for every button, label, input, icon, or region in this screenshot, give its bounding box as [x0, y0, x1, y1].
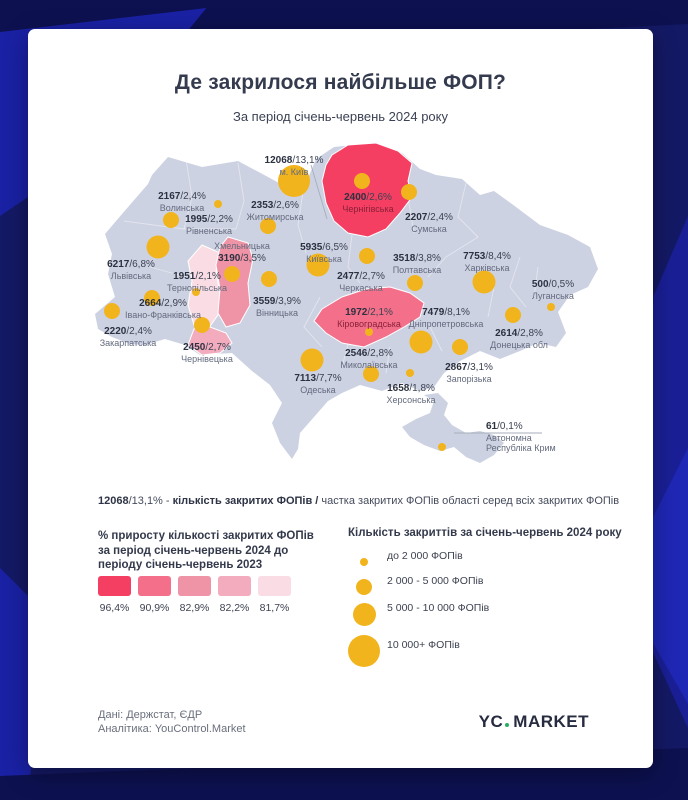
region-bubble-odeska	[301, 349, 324, 372]
region-label-ternopilska: 1951/2,1% Тернопільська	[166, 271, 228, 293]
region-bubble-cherkaska	[359, 248, 375, 264]
growth-swatch-1	[138, 576, 171, 614]
page-subtitle: За період січень-червень 2024 року	[232, 109, 448, 124]
yc-market-logo	[479, 712, 589, 732]
size-legend-bubble-1	[356, 579, 372, 595]
size-legend-bubble-2	[353, 603, 376, 626]
region-bubble-khersonska	[406, 369, 414, 377]
region-label-vinnytska: 3559/3,9% Вінницька	[253, 296, 301, 318]
growth-swatch-color-0	[98, 576, 131, 596]
growth-legend-title: % приросту кількості закритих ФОПів за період січень-червень 2024 до періоду січень-червень 2023	[98, 530, 314, 571]
region-label-chernivetska: 2450/2,7% Чернівецька	[181, 342, 233, 364]
region-label-zhytomyrska: 2353/2,6% Житомирська	[246, 200, 304, 222]
region-bubble-dnipropetrovska	[410, 331, 433, 354]
region-label-kirovohradska: 1972/2,1% Кіровоградська	[337, 307, 401, 329]
size-legend-label-2: 5 000 - 10 000 ФОПів	[387, 602, 490, 614]
region-label-lvivska: 6217/6,8% Львівська	[107, 259, 155, 281]
data-source	[98, 708, 246, 736]
region-bubble-sumska	[401, 184, 417, 200]
size-legend-bubble-3	[348, 635, 380, 667]
growth-swatch-label-3: 82,2%	[219, 602, 250, 614]
region-label-kyiv-city: 12068/13,1% м. Київ	[264, 155, 324, 177]
size-legend-label-3: 10 000+ ФОПів	[387, 639, 460, 651]
region-label-khersonska: 1658/1,8% Херсонська	[386, 383, 436, 405]
region-label-odeska: 7113/7,7% Одеська	[294, 373, 342, 395]
note-share-label: частка закритих ФОПів області серед всіх закритих ФОПів	[321, 495, 620, 507]
region-bubble-volynska	[163, 212, 179, 228]
growth-swatch-3	[218, 576, 251, 614]
bubble-size-legend-title: Кількість закриттів за січень-червень 2024 року	[348, 527, 622, 539]
region-label-chernihivska: 2400/2,6% Чернігівська	[342, 192, 394, 214]
region-bubble-kharkivska	[473, 271, 496, 294]
bubble-size-legend	[348, 527, 628, 651]
region-label-cherkaska: 2477/2,7% Черкаська	[337, 271, 385, 293]
region-bubble-poltavska	[407, 275, 423, 291]
growth-swatch-color-3	[218, 576, 251, 596]
region-label-kharkivska: 7753/8,4% Харківська	[463, 251, 511, 273]
growth-legend-swatches	[98, 576, 291, 614]
region-bubble-lvivska	[147, 236, 170, 259]
region-bubble-rivnenska	[214, 200, 222, 208]
size-legend-label-1: 2 000 - 5 000 ФОПів	[387, 575, 484, 587]
growth-swatch-color-4	[258, 576, 291, 596]
note-share: /13,1% -	[128, 495, 173, 507]
region-bubble-chernihivska	[354, 173, 370, 189]
growth-swatch-label-0: 96,4%	[99, 602, 130, 614]
size-legend-bubble-0	[360, 558, 368, 566]
region-label-poltavska: 3518/3,8% Полтавська	[392, 253, 442, 275]
source-line: Дані: Держстат, ЄДР	[98, 709, 203, 721]
region-bubble-vinnytska	[261, 271, 277, 287]
region-bubble-kirovohradska	[365, 328, 373, 336]
logo-yc: YC	[478, 712, 504, 731]
region-label-luhanska: 500/0,5% Луганська	[531, 279, 575, 301]
region-label-dnipropetrovska: 7479/8,1% Дніпропетровська	[408, 307, 484, 329]
growth-swatch-label-4: 81,7%	[259, 602, 290, 614]
growth-swatch-4	[258, 576, 291, 614]
region-label-ivano-frankivska: 2664/2,9% Івано-Франківська	[125, 298, 201, 320]
size-legend-label-0: до 2 000 ФОПів	[387, 550, 463, 562]
growth-swatch-color-2	[178, 576, 211, 596]
logo-green-dot-icon	[505, 723, 509, 727]
region-label-sumska: 2207/2,4% Сумська	[405, 212, 453, 234]
region-label-khmelnytska: Хмельницька 3190/3,5%	[214, 241, 270, 264]
region-label-rivnenska: 1995/2,2% Рівненська	[185, 214, 233, 236]
growth-swatch-2	[178, 576, 211, 614]
region-bubble-donetska	[505, 307, 521, 323]
region-label-mykolaivska: 2546/2,8% Миколаївська	[340, 348, 398, 370]
infographic-card	[28, 29, 653, 768]
page-title: Де закрилося найбільше ФОП?	[174, 71, 507, 94]
region-label-donetska: 2614/2,8% Донецька обл	[490, 328, 548, 350]
region-bubble-krym	[438, 443, 446, 451]
value-format-note	[98, 495, 619, 507]
region-bubble-zakarpatska	[104, 303, 120, 319]
growth-swatch-label-1: 90,9%	[139, 602, 170, 614]
region-label-kyivska: 5935/6,5% Київська	[300, 242, 348, 264]
growth-swatch-0	[98, 576, 131, 614]
region-bubble-zaporizka	[452, 339, 468, 355]
note-value: 12068	[98, 495, 129, 507]
growth-swatch-label-2: 82,9%	[179, 602, 210, 614]
logo-market: MARKET	[513, 712, 589, 731]
region-bubble-luhanska	[547, 303, 555, 311]
note-count-label: кількість закритих ФОПів /	[172, 495, 322, 507]
region-label-volynska: 2167/2,4% Волинська	[158, 191, 206, 213]
ukraine-map	[90, 137, 600, 487]
region-label-zakarpatska: 2220/2,4% Закарпатська	[99, 326, 157, 348]
analytics-line: Аналітика: YouControl.Market	[98, 723, 246, 735]
region-label-zaporizka: 2867/3,1% Запорізька	[445, 362, 493, 384]
growth-swatch-color-1	[138, 576, 171, 596]
region-label-krym: 61/0,1% Автономна Республіка Крим	[486, 421, 556, 453]
